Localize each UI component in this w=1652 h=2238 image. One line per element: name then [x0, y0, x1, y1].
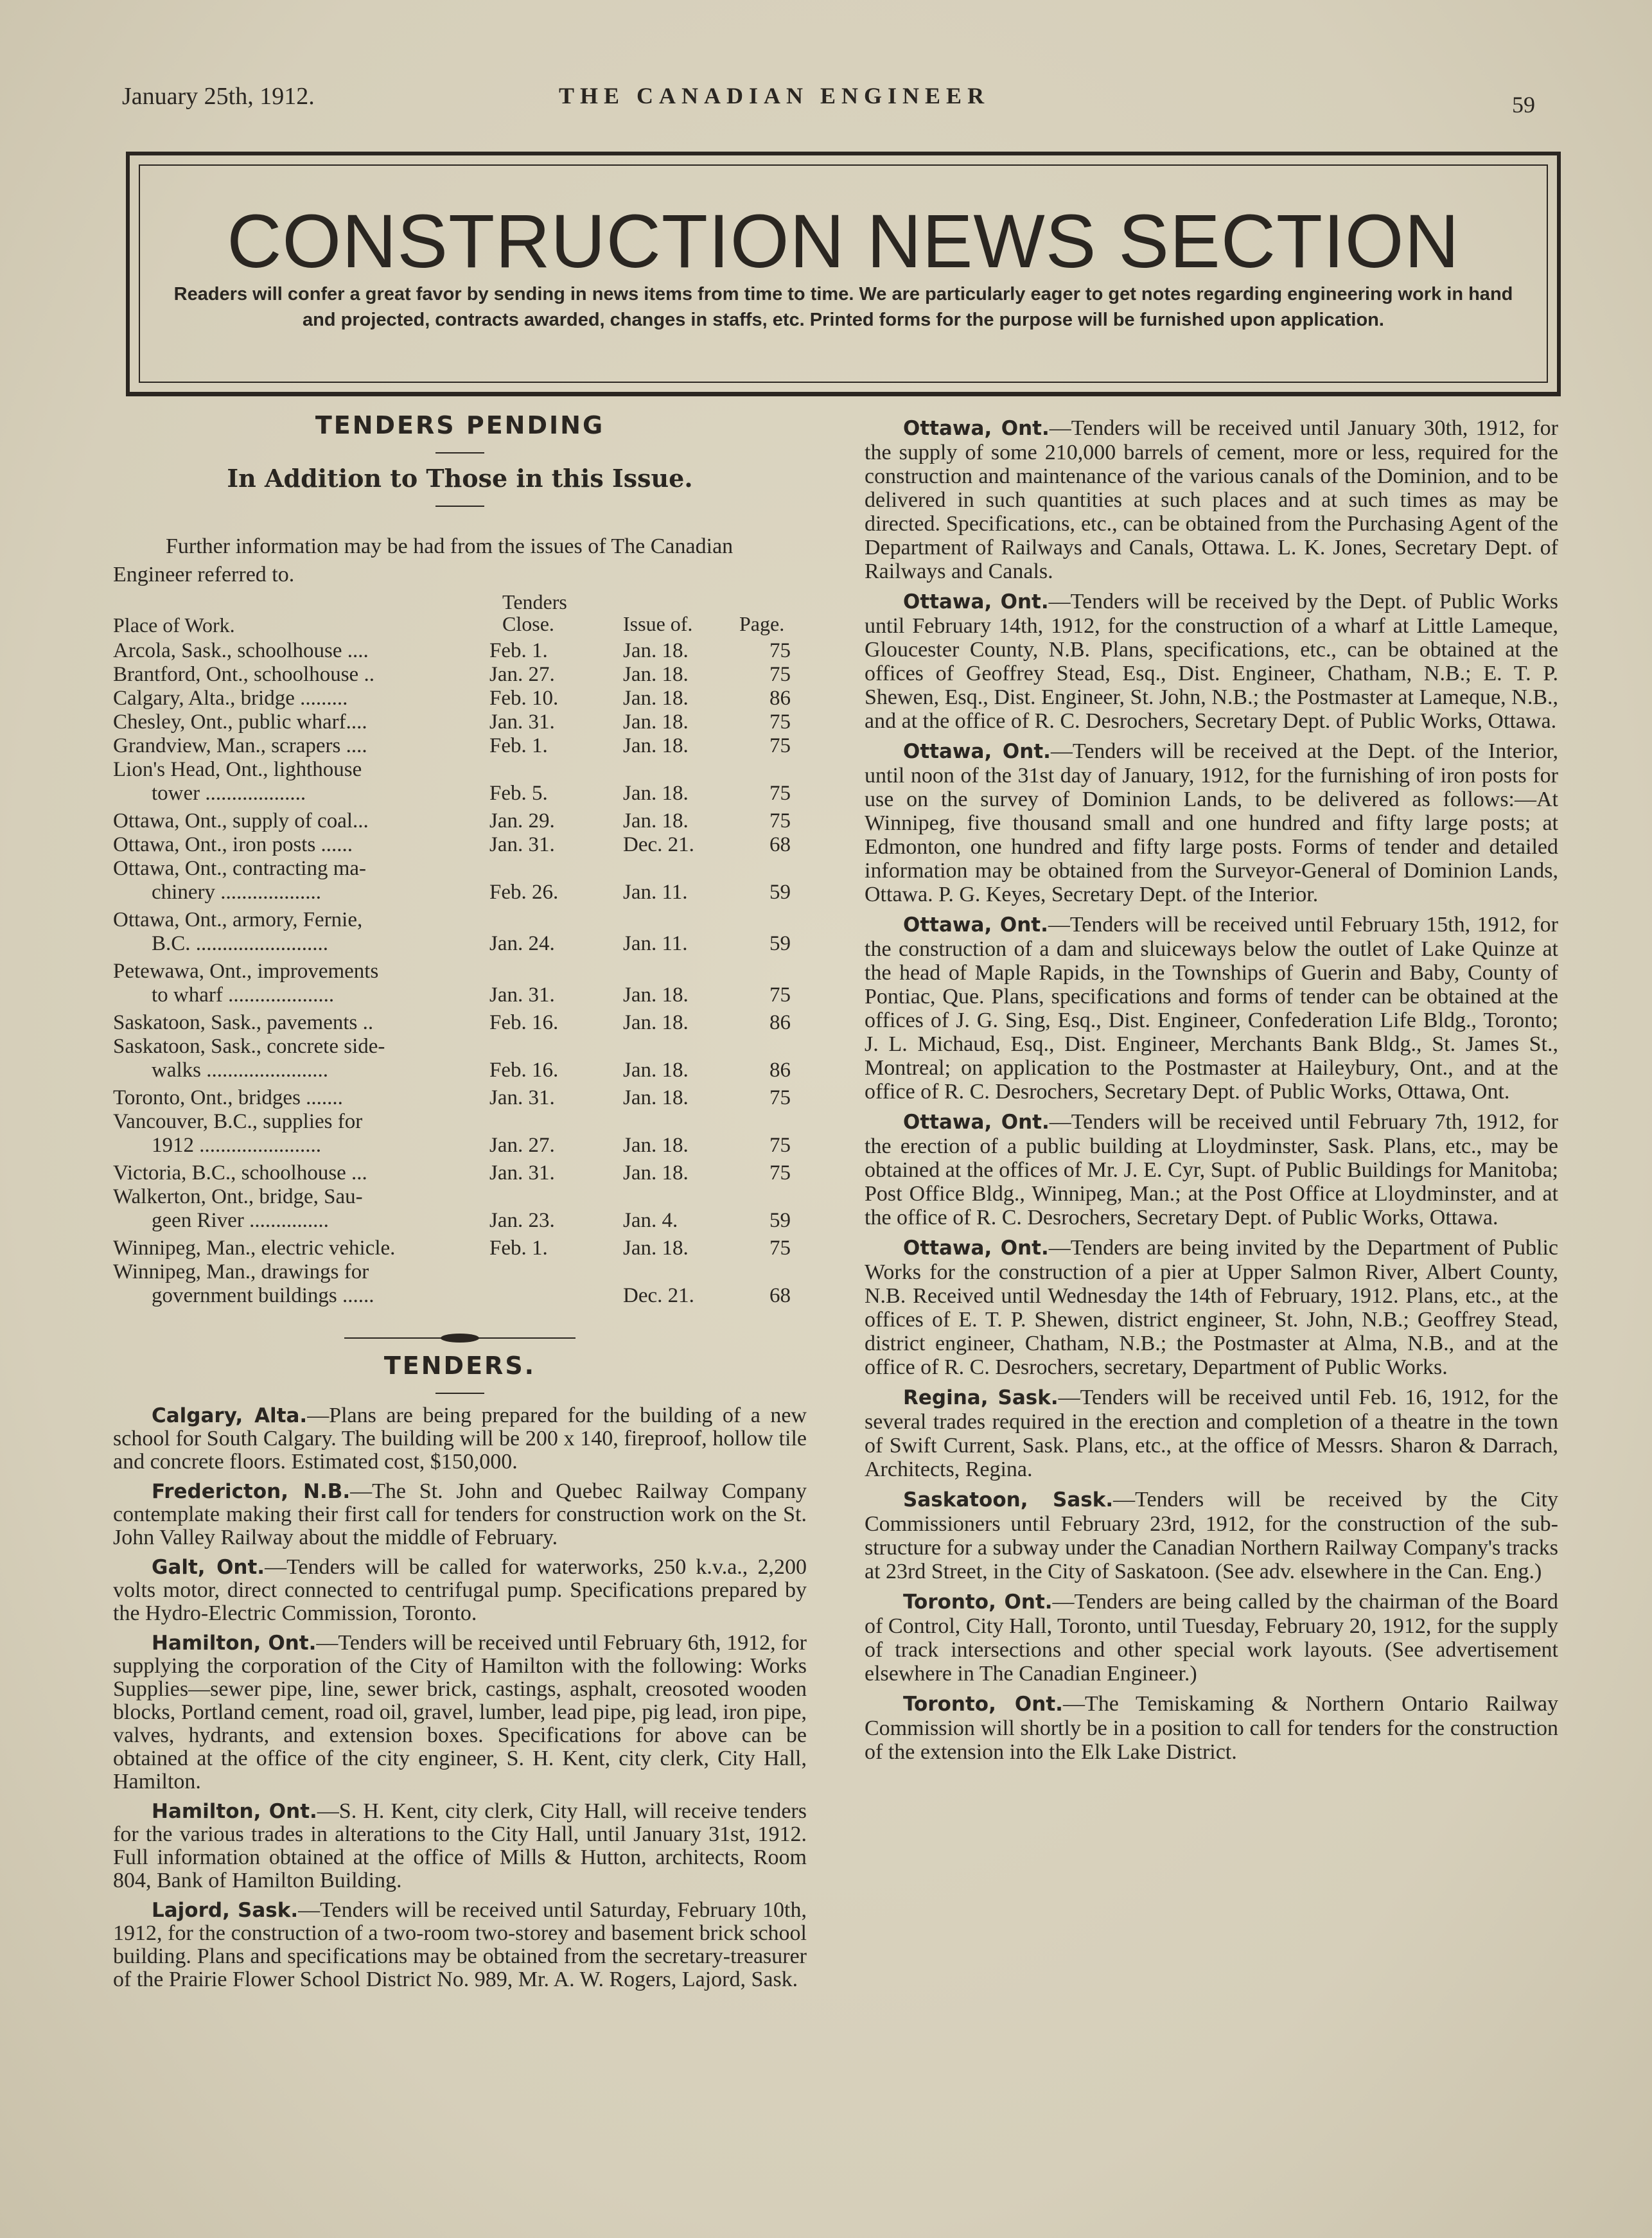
cell-place: Walkerton, Ont., bridge, Sau-: [113, 1185, 363, 1208]
tender-item: [865, 913, 1558, 1104]
header-place: Place of Work.: [113, 613, 235, 637]
cell-close: Jan. 31.: [489, 833, 555, 856]
tender-item: [113, 1800, 807, 1892]
tender-item: [865, 1236, 1558, 1379]
tender-text: —The Temiskaming & Northern Ontario Railway Commission will shortly be in a position to call for tenders for the construction of the extension into the Elk Lake District.: [865, 1692, 1559, 1764]
cell-place: Ottawa, Ont., supply of coal...: [113, 809, 369, 833]
cell-place: Ottawa, Ont., contracting ma-: [113, 857, 367, 880]
cell-page: 75: [769, 710, 791, 734]
cell-issue: Jan. 18.: [623, 1059, 689, 1082]
header-close-1: Tenders: [502, 590, 567, 613]
cell-issue: Jan. 18.: [623, 734, 689, 757]
cell-close: Jan. 31.: [489, 983, 555, 1007]
table-header: [113, 590, 807, 639]
section-rule: [435, 452, 484, 454]
cell-issue: Jan. 18.: [623, 1011, 689, 1034]
cell-issue: Jan. 18.: [623, 809, 689, 833]
cell-place: Chesley, Ont., public wharf....: [113, 710, 367, 734]
table-row: [113, 983, 807, 1011]
tender-place: Ottawa, Ont.: [903, 417, 1050, 440]
tenders-title: TENDERS.: [383, 1352, 536, 1380]
table-row: [113, 1284, 807, 1312]
cell-page: 75: [769, 1237, 791, 1260]
cell-close: Feb. 1.: [489, 639, 548, 662]
cell-place: Brantford, Ont., schoolhouse ..: [113, 663, 374, 686]
tender-place: Hamilton, Ont.: [152, 1632, 317, 1655]
table-row: [113, 1134, 807, 1161]
tender-place: Toronto, Ont.: [903, 1590, 1053, 1614]
cell-close: Jan. 31.: [489, 710, 555, 734]
tender-text: —Plans are being prepared for the building of a new school for South Calgary. The building will be 200 x 140, fireproof, hollow tile and concrete floors. Estimated cost, $150,000.: [113, 1404, 807, 1474]
tender-item: [865, 1386, 1558, 1481]
tenders-pending-title: TENDERS PENDING: [315, 411, 605, 439]
header-close-2: Close.: [502, 612, 554, 635]
tender-place: Fredericton, N.B.: [152, 1480, 351, 1503]
tender-place: Galt, Ont.: [152, 1556, 265, 1579]
left-column: [113, 411, 807, 1998]
table-row: [113, 960, 807, 983]
table-row: [113, 1110, 807, 1134]
tender-item: [865, 416, 1558, 583]
cell-place: Vancouver, B.C., supplies for: [113, 1110, 363, 1133]
tender-item: [865, 739, 1558, 906]
tender-text: —Tenders will be received until February 15th, 1912, for the construction of a dam and sluiceways below the outlet of Lake Quinze at the head of Maple Rapids, in the Townships of Guerin and Baby, County of Pontiac, Que. Plans, specifications and forms of tender can be obtained at the offices of J. G. Sing, Esq., Dist. Engineer, Confederation Life Bldg., Toronto; J. L. Michaud, Esq., Dist. Engineer, Merchants Bank Bldg., St. James St., Montreal; on application to the Postmaster at Haileybury, Ont., and at the office of R. C. Desrochers, Secretary Dept. of Public Works, Ottawa, Ont.: [865, 913, 1558, 1104]
ornament-diamond: [441, 1334, 479, 1343]
tender-place: Saskatoon, Sask.: [903, 1488, 1114, 1511]
cell-issue: Jan. 18.: [623, 1161, 689, 1185]
section-banner: [126, 152, 1561, 396]
tender-item: [865, 1110, 1558, 1229]
cell-issue: Jan. 18.: [623, 983, 689, 1007]
table-row: [113, 1237, 807, 1260]
tender-item: [865, 1590, 1558, 1686]
cell-page: 75: [769, 809, 791, 833]
table-row: [113, 663, 807, 687]
cell-page: 75: [769, 1161, 791, 1185]
cell-issue: Jan. 18.: [623, 1237, 689, 1260]
cell-issue: Jan. 11.: [623, 881, 688, 904]
section-rule: [435, 506, 484, 507]
cell-close: Feb. 1.: [489, 734, 548, 757]
cell-page: 86: [769, 1059, 791, 1082]
cell-issue: Jan. 18.: [623, 687, 689, 710]
cell-place: walks .......................: [152, 1059, 328, 1082]
table-row: [113, 1185, 807, 1209]
cell-close: Jan. 29.: [489, 809, 555, 833]
tender-place: Ottawa, Ont.: [903, 913, 1048, 937]
cell-page: 75: [769, 639, 791, 662]
banner-inner-frame: [139, 164, 1548, 383]
cell-place: Saskatoon, Sask., concrete side-: [113, 1035, 385, 1058]
tender-text: —Tenders will be received by the Dept. of Public Works until February 14th, 1912, for the construction of a wharf at Little Lameque, Gloucester County, N.B. Plans, specifications, etc., can be obtained at the offices of Geoffrey Stead, Esq., Dist. Engineer, Chatham, N.B.; E. T. P. Shewen, Esq., Dist. Engineer, St. John, N.B.; the Postmaster at Lameque, N.B., and at the office of R. C. Desrochers, Secretary Dept. of Public Works, Ottawa.: [865, 590, 1558, 733]
table-row: [113, 1011, 807, 1035]
table-row: [113, 857, 807, 881]
tender-item: [113, 1899, 807, 1991]
cell-place: Toronto, Ont., bridges .......: [113, 1086, 343, 1109]
cell-place: B.C. .........................: [152, 932, 329, 955]
cell-place: Grandview, Man., scrapers ....: [113, 734, 367, 757]
cell-place: geen River ...............: [152, 1209, 329, 1232]
cell-page: 86: [769, 687, 791, 710]
ornament-divider: [344, 1334, 576, 1343]
table-row: [113, 1059, 807, 1086]
journal-title: THE CANADIAN ENGINEER: [559, 83, 990, 109]
cell-page: 75: [769, 734, 791, 757]
cell-close: Feb. 1.: [489, 1237, 548, 1260]
cell-page: 86: [769, 1011, 791, 1034]
table-row: [113, 1035, 807, 1059]
table-row: [113, 1209, 807, 1237]
table-row: [113, 908, 807, 932]
banner-title: CONSTRUCTION NEWS SECTION: [227, 199, 1460, 284]
cell-close: Feb. 26.: [489, 881, 559, 904]
tender-place: Ottawa, Ont.: [903, 1111, 1050, 1134]
cell-place: Lion's Head, Ont., lighthouse: [113, 758, 362, 781]
tender-item: [113, 1480, 807, 1549]
tender-item: [113, 1556, 807, 1625]
cell-close: Jan. 24.: [489, 932, 555, 955]
right-tenders-list: [865, 416, 1558, 1764]
tender-text: —Tenders will be received until February 7th, 1912, for the erection of a public building at Lloydminster, Sask. Plans, etc., may be obtained at the offices of Mr. J. E. Cyr, Supt. of Public Buildings for Manitoba; Post Office Bldg., Winnipeg, Man.; at the Post Office at Lloydminster, and at the office of R. C. Desrochers, Secretary Dept. of Public Works, Ottawa.: [865, 1110, 1558, 1229]
cell-close: Feb. 5.: [489, 782, 548, 805]
tender-item: [865, 1692, 1558, 1764]
tender-place: Ottawa, Ont.: [903, 740, 1051, 763]
cell-issue: Jan. 18.: [623, 663, 689, 686]
cell-close: Jan. 31.: [489, 1161, 555, 1185]
cell-issue: Jan. 18.: [623, 1086, 689, 1109]
cell-issue: Dec. 21.: [623, 1284, 694, 1307]
cell-issue: Jan. 4.: [623, 1209, 678, 1232]
cell-place: 1912 .......................: [152, 1134, 321, 1157]
issue-date: January 25th, 1912.: [122, 83, 315, 110]
tender-text: —Tenders will be received until Feb. 16, 1912, for the several trades required in the erection and completion of a theatre in the town of Swift Current, Sask. Plans, etc., at the office of Messrs. Sharon & Darrach, Architects, Regina.: [865, 1386, 1559, 1481]
table-row: [113, 1086, 807, 1110]
page-number: 59: [1512, 92, 1535, 118]
cell-close: Feb. 10.: [489, 687, 559, 710]
table-row: [113, 809, 807, 833]
cell-issue: Jan. 18.: [623, 782, 689, 805]
tenders-pending-table: [113, 590, 807, 1312]
tender-place: Hamilton, Ont.: [152, 1800, 317, 1823]
tender-place: Regina, Sask.: [903, 1386, 1059, 1409]
cell-close: Jan. 27.: [489, 663, 555, 686]
cell-page: 68: [769, 833, 791, 856]
table-row: [113, 1260, 807, 1284]
cell-issue: Dec. 21.: [623, 833, 694, 856]
tender-item: [113, 1632, 807, 1793]
tender-text: —S. H. Kent, city clerk, City Hall, will receive tenders for the various trades in alterations to the City Hall, until January 31st, 1912. Full information obtained at the office of Mills & Hutton, architects, Room 804, Bank of Hamilton Building.: [113, 1799, 807, 1892]
tender-place: Toronto, Ont.: [903, 1693, 1063, 1716]
cell-issue: Jan. 18.: [623, 639, 689, 662]
table-row: [113, 687, 807, 710]
table-row: [113, 833, 807, 857]
table-body: [113, 639, 807, 1312]
cell-page: 75: [769, 1134, 791, 1157]
cell-page: 59: [769, 1209, 791, 1232]
cell-issue: Jan. 18.: [623, 710, 689, 734]
tender-text: —Tenders will be received until Saturday, February 10th, 1912, for the construction of a two-room two-storey and basement brick school building. Plans and specifications may be obtained from the secretary-treasurer of the Prairie Flower School District No. 989, Mr. A. W. Rogers, Lajord, Sask.: [113, 1898, 807, 1991]
table-row: [113, 1161, 807, 1185]
tender-text: —Tenders will be received until January 30th, 1912, for the supply of some 210,000 barrels of cement, more or less, required for the construction and maintenance of the various canals of the Dominion, and to be delivered in such quantities at such places and at such times as may be directed. Specifications, etc., can be obtained from the Purchasing Agent of the Department of Railways and Canals, Ottawa. L. K. Jones, Secretary Dept. of Railways and Canals.: [865, 416, 1558, 583]
tender-text: —Tenders will be received until February 6th, 1912, for supplying the corporation of the City of Hamilton with the following: Works Supplies—sewer pipe, line, sewer brick, castings, asphalt, creosoted wooden blocks, Portland cement, road oil, gravel, lumber, lead pipe, pig lead, iron pipe, valves, hydrants, and extension boxes. Specifications for above can be obtained at the office of the city engineer, S. H. Kent, city clerk, City Hall, Hamilton.: [113, 1631, 807, 1793]
tender-place: Calgary, Alta.: [152, 1404, 308, 1427]
cell-page: 75: [769, 782, 791, 805]
table-row: [113, 932, 807, 960]
right-column: [865, 416, 1558, 1770]
cell-place: Calgary, Alta., bridge .........: [113, 687, 348, 710]
tender-text: —Tenders will be received by the City Commissioners until February 23rd, 1912, for the construction of the sub-structure for a subway under the Canadian Northern Railway Company's tracks at 23rd Street, in the City of Saskatoon. (See adv. elsewhere in the Can. Eng.): [865, 1488, 1559, 1583]
table-row: [113, 710, 807, 734]
cell-close: Feb. 16.: [489, 1059, 559, 1082]
cell-place: Ottawa, Ont., iron posts ......: [113, 833, 353, 856]
cell-place: Saskatoon, Sask., pavements ..: [113, 1011, 374, 1034]
cell-page: 68: [769, 1284, 791, 1307]
cell-page: 59: [769, 932, 791, 955]
cell-place: tower ...................: [152, 782, 306, 805]
tenders-pending-subtitle: In Addition to Those in this Issue.: [227, 464, 693, 493]
cell-place: Arcola, Sask., schoolhouse ....: [113, 639, 369, 662]
header-issue: Issue of.: [623, 612, 693, 635]
cell-place: to wharf ....................: [152, 983, 335, 1007]
cell-page: 75: [769, 983, 791, 1007]
tenders-pending-intro: Further information may be had from the issues of The Canadian Engineer referred to.: [113, 534, 734, 586]
tender-item: [113, 1404, 807, 1474]
table-row: [113, 639, 807, 663]
table-row: [113, 734, 807, 758]
cell-place: chinery ...................: [152, 881, 321, 904]
cell-place: Winnipeg, Man., electric vehicle.: [113, 1237, 396, 1260]
cell-close: Feb. 16.: [489, 1011, 559, 1034]
banner-text: Readers will confer a great favor by sending in news items from time to time. We are particularly eager to get notes regarding engineering work in hand and projected, contracts awarded, changes in staffs, etc. Printed forms for the purpose will be furnished upon application.: [173, 284, 1513, 330]
tender-text: —Tenders will be received at the Dept. of the Interior, until noon of the 31st day of January, 1912, for the furnishing of iron posts for use on the survey of Dominion Lands, to be delivered as follows:—At Winnipeg, five thousand small and one hundred and fifty large posts; at Edmonton, one hundred and fifty large posts. Forms of tender and detailed information may be obtained from the Surveyor-General of Dominion Lands, Ottawa. P. G. Keyes, Secretary Dept. of the Interior.: [865, 739, 1559, 906]
cell-close: Jan. 31.: [489, 1086, 555, 1109]
tender-place: Ottawa, Ont.: [903, 590, 1049, 613]
cell-place: Petewawa, Ont., improvements: [113, 960, 379, 983]
tender-item: [865, 1488, 1558, 1583]
cell-page: 59: [769, 881, 791, 904]
cell-issue: Jan. 11.: [623, 932, 688, 955]
cell-place: Ottawa, Ont., armory, Fernie,: [113, 908, 363, 931]
running-header: [122, 82, 1561, 121]
tender-place: Lajord, Sask.: [152, 1899, 299, 1922]
cell-page: 75: [769, 663, 791, 686]
table-row: [113, 782, 807, 809]
section-rule: [435, 1393, 484, 1394]
cell-place: government buildings ......: [152, 1284, 374, 1307]
tender-text: —Tenders will be called for waterworks, 250 k.v.a., 2,200 volts motor, direct connected to centrifugal pump. Specifications prepared by the Hydro-Electric Commission, Toronto.: [113, 1555, 807, 1625]
tender-text: —Tenders are being called by the chairman of the Board of Control, City Hall, Toronto, until Tuesday, February 20, 1912, for the supply of track intersections and other special work layouts. (See advertisement elsewhere in The Canadian Engineer.): [865, 1590, 1559, 1686]
cell-place: Victoria, B.C., schoolhouse ...: [113, 1161, 367, 1185]
tender-item: [865, 590, 1558, 733]
tender-text: —The St. John and Quebec Railway Company contemplate making their first call for tenders for construction work on the St. John Valley Railway about the middle of February.: [113, 1479, 807, 1549]
header-page: Page.: [739, 612, 785, 635]
cell-close: Jan. 27.: [489, 1134, 555, 1157]
cell-issue: Jan. 18.: [623, 1134, 689, 1157]
tender-text: —Tenders are being invited by the Department of Public Works for the construction of a pier at Upper Salmon River, Albert County, N.B. Received until Wednesday the 14th of February, 1912. Plans, etc., at the offices of E. T. P. Shewen, district engineer, St. John, N.B.; Geoffrey Stead, district engineer, Chatham, N.B.; the Postmaster at Alma, N.B., and at the office of R. C. Desrochers, secretary, Department of Public Works.: [865, 1236, 1558, 1379]
cell-page: 75: [769, 1086, 791, 1109]
table-row: [113, 758, 807, 782]
tender-place: Ottawa, Ont.: [903, 1237, 1049, 1260]
cell-place: Winnipeg, Man., drawings for: [113, 1260, 369, 1283]
cell-close: Jan. 23.: [489, 1209, 555, 1232]
tenders-list: [113, 1404, 807, 1991]
table-row: [113, 881, 807, 908]
